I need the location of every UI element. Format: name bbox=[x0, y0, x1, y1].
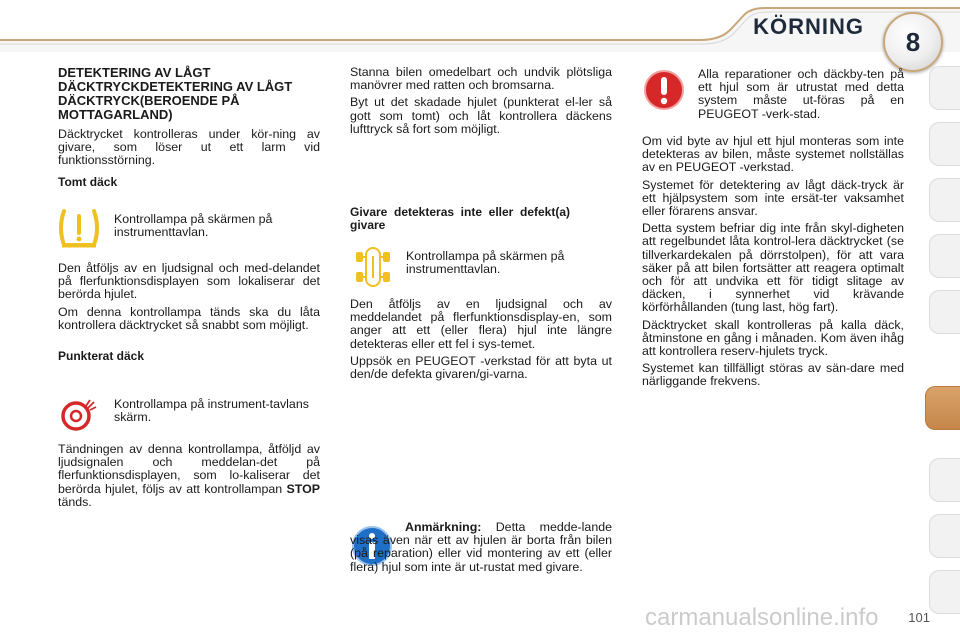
side-tab[interactable] bbox=[929, 514, 960, 558]
col2-paragraph-2: Byt ut det skadade hjulet (punkterat el-ler så gott som tomt) och låt kontrollera däckens lufttryck så fort som möjligt. bbox=[350, 95, 612, 136]
tire-pressure-warning-icon bbox=[56, 205, 102, 251]
side-tab[interactable] bbox=[929, 570, 960, 614]
danger-exclamation-icon bbox=[642, 68, 686, 112]
col2-paragraph-1: Stanna bilen omedelbart och undvik plötsliga manövrer med ratten och bromsarna. bbox=[350, 65, 612, 93]
page-number: 101 bbox=[908, 610, 930, 625]
column-2-mid bbox=[350, 298, 612, 385]
col2-paragraph-4: Uppsök en PEUGEOT -verkstad för att byta ut den/de defekta givaren/gi-varna. bbox=[350, 353, 612, 382]
note-paragraph bbox=[350, 521, 612, 574]
flat-tire-paragraph-2: Om denna kontrollampa tänds ska du låta kontrollera däcktrycket så snabbt som möjligt. bbox=[58, 304, 320, 332]
chapter-side-tabs bbox=[928, 66, 960, 626]
stop-word: STOP bbox=[286, 481, 320, 496]
punctured-text-a: Tändningen av denna kontrollampa, åtföljd av ljudsignalen och meddelan-det på flerfunktionsdisplayen, som lo-kaliserar det berörda hjulet, följs av att kontrollampan bbox=[58, 442, 320, 496]
side-tab[interactable] bbox=[929, 66, 960, 110]
col3-paragraph-3: Detta system befriar dig inte från skyl-digheten att regelbundet låta kontrol-lera däcktrycket (se tillverkardekalen på dörrstolpen), för att vara säker på att bilen fortsätter att reagera optimalt och för att undvika ett för tidigt slitage av däcken, i synnerhet vid krävande körförhållanden (tung last, hög fart). bbox=[642, 221, 904, 315]
flat-tire-title: Tomt däck bbox=[58, 174, 118, 189]
section-heading: DETEKTERING AV LÅGT DÄCKTRYCKDETEKTERING AV LÅGT DÄCKTRYCK(BEROENDE PÅ MOTTAGARLAND) bbox=[58, 65, 293, 122]
note-text bbox=[350, 521, 612, 578]
chapter-number-badge: 8 bbox=[883, 12, 943, 72]
note-label: Anmärkning: bbox=[405, 520, 482, 534]
punctured-tire-title: Punkterat däck bbox=[58, 349, 145, 364]
side-tab-active[interactable] bbox=[925, 386, 960, 430]
punctured-tire-icon-row bbox=[56, 396, 320, 432]
column-1 bbox=[58, 66, 320, 193]
punctured-tire-icon-text: Kontrollampa på instrument-tavlans skärm. bbox=[114, 397, 309, 425]
sensor-icon-row bbox=[352, 244, 614, 290]
col3-paragraph-2: Systemet för detektering av lågt däck-tryck är ett hjälpsystem som inte ersät-ter vaksamhet eller förarens ansvar. bbox=[642, 177, 904, 219]
sensor-section bbox=[350, 206, 570, 236]
punctured-tire-icon bbox=[56, 396, 102, 432]
note-body: Detta medde-lande visas även när ett av hjulen är borta från bilen (på reparation) eller vid montering av ett (eller flera) hjul som inte är ut-rustat med givare. bbox=[350, 520, 612, 574]
side-tab[interactable] bbox=[929, 290, 960, 334]
column-2 bbox=[350, 66, 612, 140]
chapter-title: KÖRNING bbox=[753, 14, 864, 39]
col3-paragraph-4: Däcktrycket skall kontrolleras på kalla däck, åtminstone en gång i månaden. Kom även ihåg att kontrollera reserv-hjulets tryck. bbox=[642, 317, 904, 359]
punctured-tire-paragraph bbox=[58, 443, 320, 509]
warning-text: Alla reparationer och däckby-ten på ett hjul som är utrustat med detta system måste ut-föras på en PEUGEOT -verk-stad. bbox=[698, 67, 904, 121]
watermark-text: carmanualsonline.info bbox=[645, 604, 879, 631]
warning-box bbox=[642, 68, 904, 121]
punctured-text-b: tänds. bbox=[58, 494, 92, 509]
flat-tire-icon-text: Kontrollampa på skärmen på instrumenttavlan. bbox=[114, 212, 273, 240]
side-tab[interactable] bbox=[929, 178, 960, 222]
side-tab[interactable] bbox=[929, 458, 960, 502]
intro-paragraph: Däcktrycket kontrolleras under kör-ning av givare, som löser ut ett larm vid funktionsstörning. bbox=[58, 127, 320, 168]
sensor-icon-text: Kontrollampa på skärmen på instrumenttavlan. bbox=[406, 249, 565, 277]
side-tab[interactable] bbox=[929, 234, 960, 278]
column-1-mid bbox=[58, 262, 320, 367]
sensor-fault-title: Givare detekteras inte eller defekt(a) givare bbox=[350, 205, 570, 233]
flat-tire-paragraph-1: Den åtföljs av en ljudsignal och med-delandet på flerfunktionsdisplayen som lokaliserar det berörda hjulet. bbox=[58, 261, 320, 302]
flat-tire-icon-row bbox=[56, 205, 320, 251]
side-tab[interactable] bbox=[929, 122, 960, 166]
sensor-fault-icon bbox=[352, 244, 394, 290]
column-3 bbox=[642, 135, 904, 393]
col3-paragraph-1: Om vid byte av hjul ett hjul monteras som inte detekteras av bilen, måste systemet nollställas av en PEUGEOT -verkstad. bbox=[642, 134, 904, 175]
col3-paragraph-5: Systemet kan tillfälligt störas av sän-dare med närliggande frekvens. bbox=[642, 361, 904, 389]
column-1-bottom bbox=[58, 443, 320, 513]
col2-paragraph-3: Den åtföljs av en ljudsignal och av meddelandet på flerfunktionsdisplay-en, som anger att ett (eller flera) hjul inte längre detekteras eller ett fel i sys-temet. bbox=[350, 297, 612, 351]
